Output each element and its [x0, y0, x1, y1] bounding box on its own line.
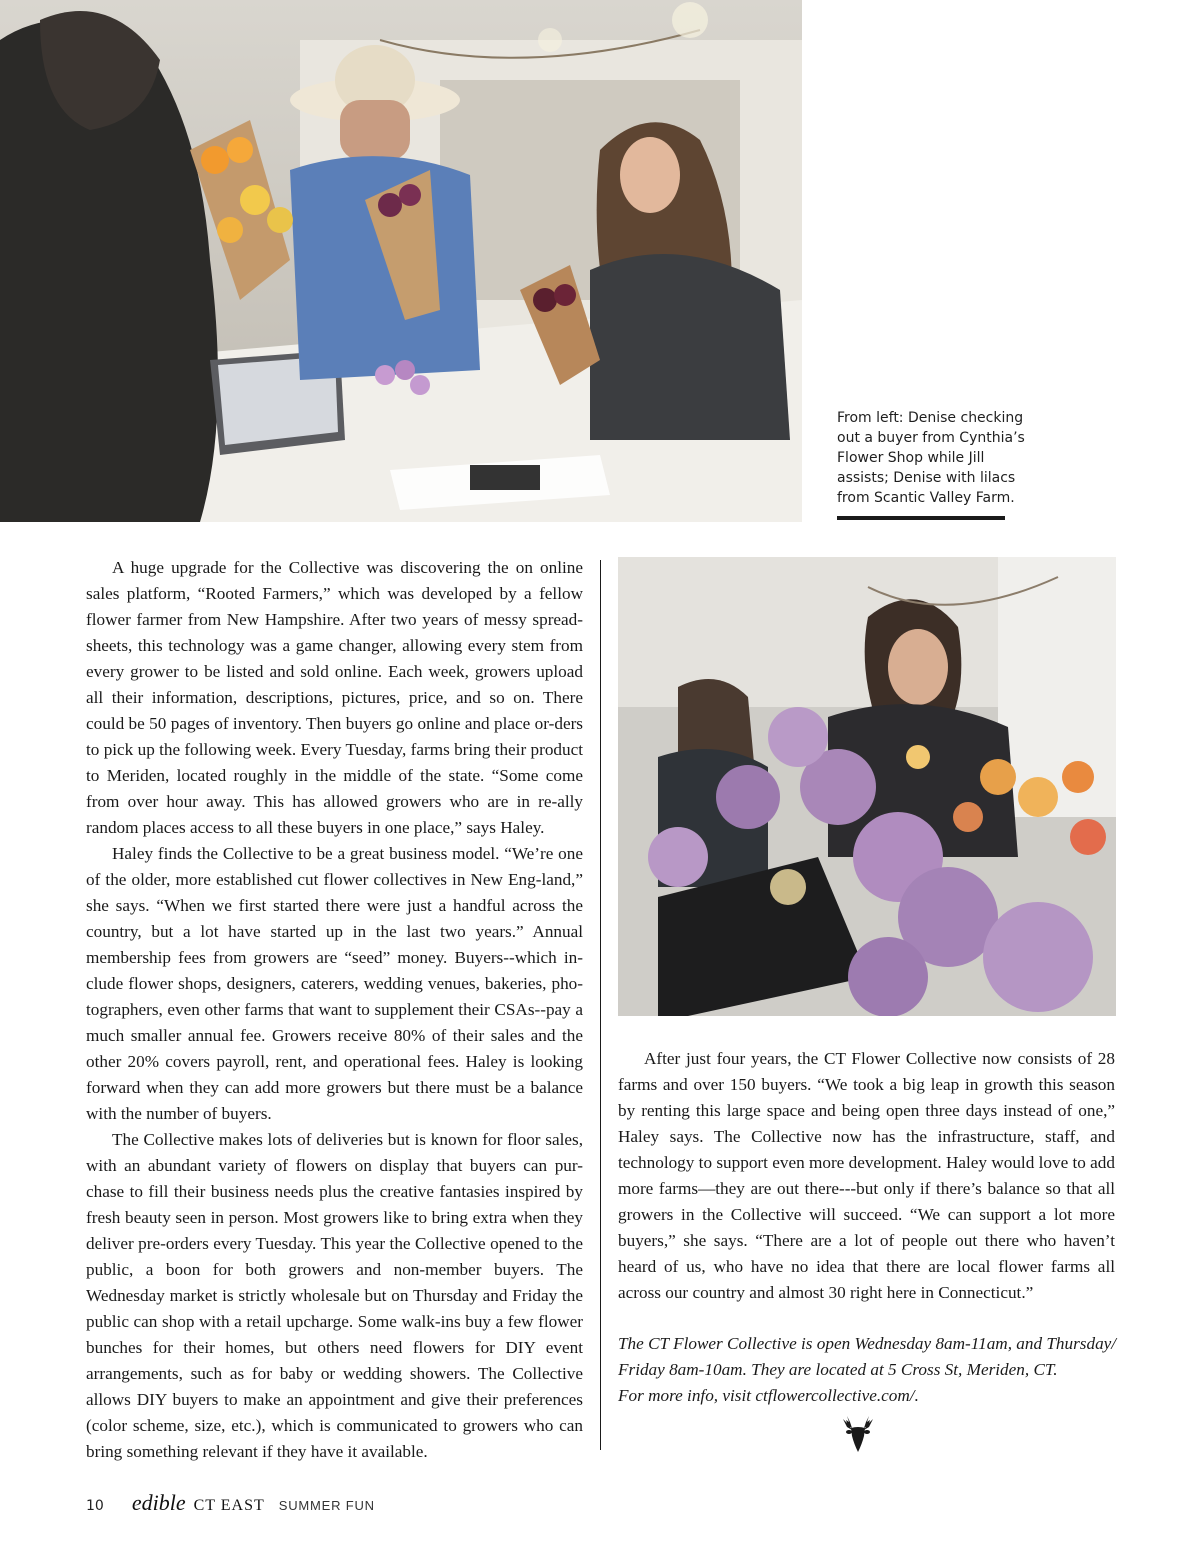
caption-line: From left: Denise checking	[837, 410, 1024, 426]
caption-line: out a buyer from Cynthia’s	[837, 430, 1025, 446]
page-number: 10	[86, 1498, 104, 1514]
photo-caption	[837, 408, 1027, 508]
deer-icon	[838, 1414, 878, 1454]
caption-line: Flower Shop while Jill	[837, 450, 985, 466]
caption-line: assists; Denise with lilacs	[837, 470, 1016, 486]
photo-flower-market	[0, 0, 802, 522]
article-paragraph: The Collective makes lots of deliveries but is known for floor sales, with an abundant variety of flowers on display that buyers can pur-chase to fill their business needs plus the creative fantasies inspired by fresh beauty seen in person. Most growers like to bring extra when they deliver pre-orders every Tuesday. This year the Collective opened to the public, a boon for both growers and non-member buyers. The Wednesday market is strictly wholesale but on Thursday and Friday the public can shop with a retail upcharge. Some walk-ins buy a few flower bunches for their homes, but others need flowers for DIY event arrangements, such as for baby or wedding showers. The Collective allows DIY buyers to make an appointment and give their preferences (color scheme, size, etc.), which is communicated to growers who can bring something relevant if they have it available.	[86, 1130, 583, 1461]
visit-info-line: For more info, visit ctflowercollective.com/.	[618, 1386, 919, 1405]
caption-rule	[837, 516, 1005, 520]
page-footer	[86, 1490, 375, 1518]
issue-name: SUMMER FUN	[278, 1498, 375, 1513]
visit-info-line: Friday 8am-10am. They are located at 5 Cross St, Meriden, CT.	[618, 1360, 1058, 1379]
article-column-right	[618, 1046, 1115, 1306]
caption-line: from Scantic Valley Farm.	[837, 490, 1015, 506]
photo-lilacs	[618, 557, 1116, 1016]
visit-info-line: The CT Flower Collective is open Wednesday 8am-11am, and Thursday/	[618, 1334, 1117, 1353]
publication-region: CT EAST	[193, 1497, 265, 1514]
article-paragraph: Haley finds the Collective to be a great business model. “We’re one of the older, more established cut flower collectives in New Eng-land,” she says. “When we first started there were just a handful across the country, but a lot have started up in the last two years.” Annual membership fees from growers are “seed” money. Buyers--which in-clude flower shops, designers, caterers, wedding venues, bakeries, pho-tographers, even other farms that want to supplement their CSAs--pay a much smaller annual fee. Growers receive 80% of their sales and the other 20% covers payroll, rent, and operational fees. Haley is looking forward when they can add more growers but there must be a balance with the number of buyers.	[86, 844, 583, 1123]
article-paragraph: A huge upgrade for the Collective was discovering the on online sales platform, “Rooted Farmers,” which was developed by a fellow flower farmer from New Hampshire. After two years of messy spread-sheets, this technology was a game changer, allowing every stem from every grower to be listed and sold online. Each week, growers upload all their information, descriptions, pictures, price, and so on. There could be 50 pages of inventory. Then buyers go online and place or-ders to pick up the following week. Every Tuesday, farms bring their product to Meriden, located roughly in the middle of the state. “Some come from over hour away. This has allowed growers who are in re-ally random places access to all these buyers in one place,” says Haley.	[86, 558, 583, 837]
column-divider	[600, 560, 601, 1450]
publication-name: edible	[131, 1490, 186, 1515]
article-paragraph: After just four years, the CT Flower Collective now consists of 28 farms and over 150 buyers. “We took a big leap in growth this season by renting this large space and being open three days instead of one,” Haley says. The Collective now has the infrastructure, staff, and technology to support even more development. Haley would love to add more farms—they are out there---but only if there’s balance so that all growers in the Collective will succeed. “We can support a lot more buyers,” she says. “There are a lot of people out there who haven’t heard of us, who have no idea that there are local flower farms all across our country and almost 30 right here in Connecticut.”	[618, 1049, 1115, 1302]
article-column-left	[86, 555, 583, 1465]
visit-info	[618, 1331, 1138, 1409]
